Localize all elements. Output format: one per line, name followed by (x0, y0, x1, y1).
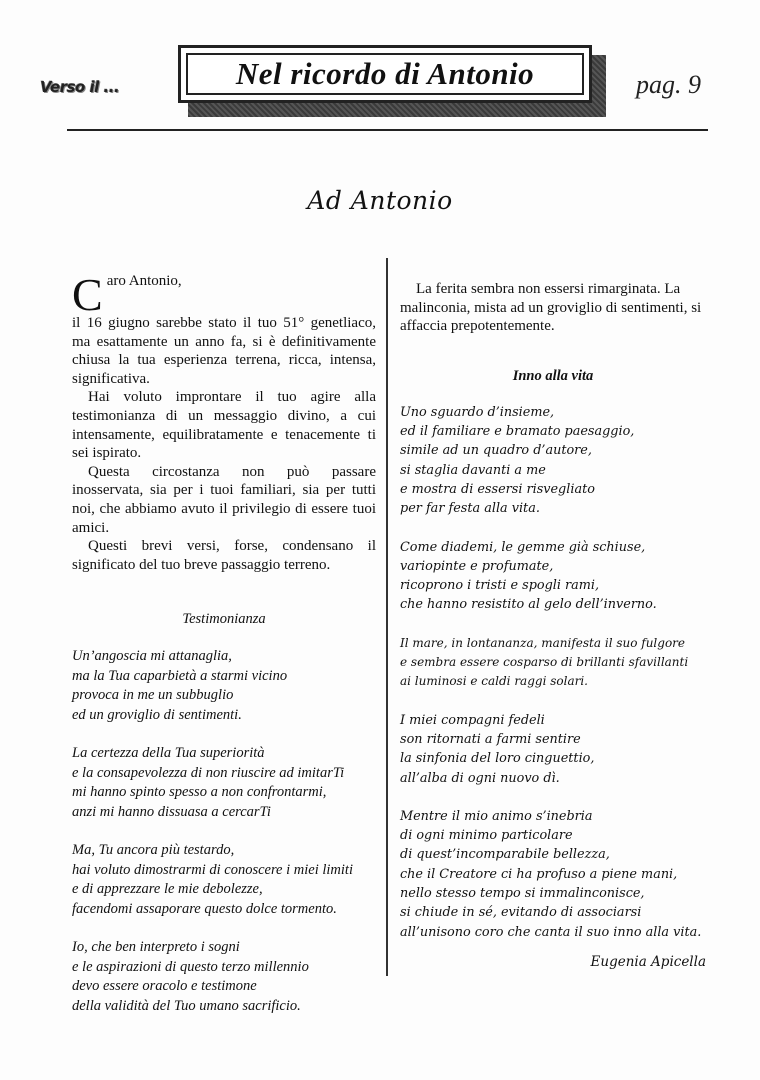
poem-line: Uno sguardo d’insieme, (400, 404, 555, 420)
poem-line: all’alba di ogni nuovo dì. (400, 770, 560, 786)
column-title-box (178, 45, 606, 117)
paragraph: La ferita sembra non essersi rimarginata. La malinconia, mista ad un groviglio di sentimenti, si affaccia prepotentemente. (400, 281, 702, 335)
poem-line: di ogni minimo particolare (400, 828, 573, 844)
stanza (72, 647, 376, 725)
stanza (72, 938, 376, 1016)
poem-line: che il Creatore ci ha profuso a piene mani, (400, 866, 678, 882)
poem-line: e mostra di essersi risvegliato (400, 481, 595, 497)
poem-line: I miei compagni fedeli (400, 712, 545, 728)
paragraph: Hai voluto improntare il tuo agire alla testimonianza di un messaggio divino, a cui intensamente, equilibratamente e tenacemente ti sei ispirato. (72, 389, 376, 462)
poem-line: e la consapevolezza di non riuscire ad imitarTi (72, 764, 345, 781)
poem-line: ai luminosi e caldi raggi solari. (400, 674, 588, 689)
poem-line: di quest’incomparabile bellezza, (400, 847, 610, 863)
poem-line: la sinfonia del loro cinguettio, (400, 751, 595, 767)
poem-line: La certezza della Tua superiorità (72, 745, 265, 762)
poem-line: mi hanno spinto spesso a non confrontarmi, (72, 784, 327, 801)
poem-line: che hanno resistito al gelo dell’inverno. (400, 597, 657, 613)
stanza (72, 744, 376, 822)
poem-line: della validità del Tuo umano sacrificio. (72, 997, 301, 1014)
title-box-frame (178, 45, 592, 103)
poem-line: ma la Tua caparbietà a starmi vicino (72, 667, 288, 684)
paragraph: Questa circostanza non può passare inosservata, sia per i tuoi familiari, sia per tutti noi, che abbiamo avuto il privilegio di essere tuoi amici. (72, 463, 376, 536)
poem-line: simile ad un quadro d’autore, (400, 443, 592, 459)
salutation-paragraph (72, 269, 376, 320)
poem-line: Come diademi, le gemme già schiuse, (400, 539, 646, 555)
poem-line: son ritornati a farmi sentire (400, 731, 581, 747)
poem-line: Mentre il mio animo s’inebria (400, 808, 593, 824)
poem-line: provoca in me un subbuglio (72, 687, 234, 704)
poem-line: ed il familiare e bramato paesaggio, (400, 424, 635, 440)
poem-line: ed un groviglio di sentimenti. (72, 706, 242, 723)
poem-title: Testimonianza (182, 611, 266, 628)
section-label: Verso il ... (40, 78, 120, 96)
salutation: aro Antonio, (106, 273, 182, 289)
poem-line: nello stesso tempo si immalinconisce, (400, 886, 645, 902)
left-column (72, 258, 376, 1016)
stanza (400, 807, 706, 942)
poem-line: hai voluto dimostrarmi di conoscere i miei limiti (72, 861, 353, 878)
poem-line: e sembra essere cosparso di brillanti sfavillanti (400, 655, 689, 670)
header-rule (67, 129, 708, 131)
stanza (72, 841, 376, 919)
article-title: Ad Antonio (307, 186, 453, 215)
author-signature: Eugenia Apicella (590, 953, 706, 970)
right-column (400, 280, 706, 970)
paragraph: Questi brevi versi, forse, condensano il significato del tuo breve passaggio terreno. (72, 538, 376, 573)
column-title: Nel ricordo di Antonio (186, 53, 584, 95)
poem-line: anzi mi hanno dissuasa a cercarTi (72, 803, 271, 820)
poem-line: si chiude in sé, evitando di associarsi (400, 905, 642, 921)
stanza (400, 634, 706, 692)
poem-line: si staglia davanti a me (400, 462, 546, 478)
poem-line: Io, che ben interpreto i sogni (72, 939, 240, 956)
stanza (400, 711, 706, 788)
stanza (400, 403, 706, 519)
poem-line: Il mare, in lontananza, manifesta il suo fulgore (400, 635, 686, 650)
poem-title: Inno alla vita (512, 367, 594, 384)
stanza (400, 538, 706, 615)
poem-line: per far festa alla vita. (400, 501, 540, 517)
column-divider (386, 258, 388, 976)
poem-line: devo essere oracolo e testimone (72, 978, 257, 995)
poem-line: Un’angoscia mi attanaglia, (72, 648, 232, 665)
paragraph: il 16 giugno sarebbe stato il tuo 51° genetliaco, ma esattamente un anno fa, si è definitivamente chiusa la tua esperienza terrena, ricca, intensa, significativa. (72, 315, 376, 387)
poem-line: e di apprezzare le mie debolezze, (72, 881, 263, 898)
poem-line: all’unisono coro che canta il suo inno alla vita. (400, 924, 702, 940)
poem-line: Ma, Tu ancora più testardo, (72, 842, 235, 859)
poem-line: facendomi assaporare questo dolce tormento. (72, 900, 337, 917)
page-number: pag. 9 (636, 70, 701, 99)
intro-body (400, 280, 706, 336)
letter-body (72, 269, 376, 574)
poem-line: variopinte e profumate, (400, 558, 554, 574)
drop-cap: C (72, 269, 103, 320)
poem-line: ricoprono i tristi e spogli rami, (400, 578, 600, 594)
poem-line: e le aspirazioni di questo terzo millennio (72, 958, 309, 975)
